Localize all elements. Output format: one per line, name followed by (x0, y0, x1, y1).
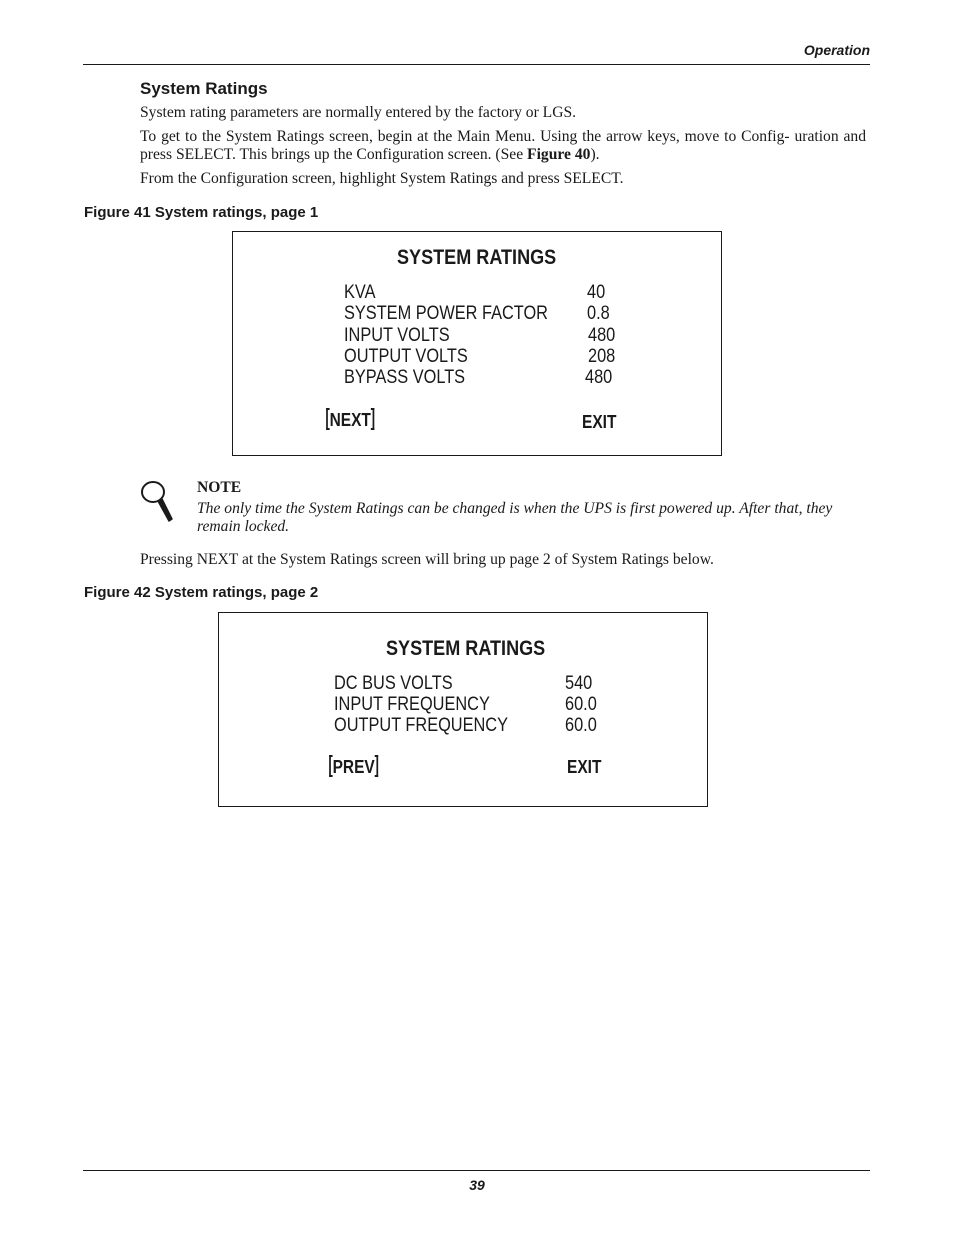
rating-label-output-frequency: OUTPUT FREQUENCY (334, 715, 509, 736)
figure-42-caption: Figure 42 System ratings, page 2 (84, 584, 319, 601)
rating-label-kva: KVA (344, 282, 376, 303)
intro-paragraph: System rating parameters are normally entered by the factory or LGS. (140, 104, 577, 121)
prev-button[interactable]: PREV (330, 757, 377, 778)
system-ratings-screen-page-2 (218, 612, 708, 807)
screen-title: SYSTEM RATINGS (386, 637, 546, 660)
rating-value-dc-bus-volts: 540 (565, 673, 593, 694)
rating-label-output-volts: OUTPUT VOLTS (344, 346, 468, 367)
rating-value-input-volts: 480 (588, 325, 616, 346)
note-label: NOTE (197, 479, 242, 496)
section-title: System Ratings (140, 79, 268, 98)
rating-value-input-frequency: 60.0 (565, 694, 597, 715)
rating-label-power-factor: SYSTEM POWER FACTOR (344, 303, 548, 324)
footer-rule (83, 1170, 870, 1171)
figure-40-reference: Figure 40 (527, 146, 591, 163)
note-text: The only time the System Ratings can be changed is when the UPS is first powered up. After that, they remain locked. (197, 500, 833, 535)
rating-label-dc-bus-volts: DC BUS VOLTS (334, 673, 453, 694)
rating-value-power-factor: 0.8 (587, 303, 610, 324)
rating-value-output-frequency: 60.0 (565, 715, 597, 736)
magnifier-icon (140, 480, 174, 524)
selection-paragraph: From the Configuration screen, highlight System Ratings and press SELECT. (140, 170, 624, 187)
rating-value-bypass-volts: 480 (585, 367, 613, 388)
system-ratings-screen-page-1 (232, 231, 722, 456)
rating-value-kva: 40 (587, 282, 606, 303)
rating-label-input-volts: INPUT VOLTS (344, 325, 450, 346)
figure-41-caption: Figure 41 System ratings, page 1 (84, 204, 319, 221)
header-rule (83, 64, 870, 65)
exit-button[interactable]: EXIT (567, 757, 602, 777)
header-section-label: Operation (803, 42, 870, 58)
page-number: 39 (469, 1177, 485, 1193)
rating-label-input-frequency: INPUT FREQUENCY (334, 694, 490, 715)
navigation-text: To get to the System Ratings screen, begin at the Main Menu. Using the arrow keys, move to Config- uration and press SELECT. This brings up the Configuration screen. (See (140, 128, 866, 163)
rating-label-bypass-volts: BYPASS VOLTS (344, 367, 466, 388)
screen-title: SYSTEM RATINGS (397, 246, 557, 269)
next-button[interactable]: NEXT (327, 410, 373, 431)
navigation-text-end: ). (590, 146, 600, 163)
rating-value-output-volts: 208 (588, 346, 616, 367)
next-paragraph: Pressing NEXT at the System Ratings screen will bring up page 2 of System Ratings below. (140, 551, 714, 568)
exit-button[interactable]: EXIT (582, 412, 617, 432)
navigation-paragraph (140, 128, 866, 164)
